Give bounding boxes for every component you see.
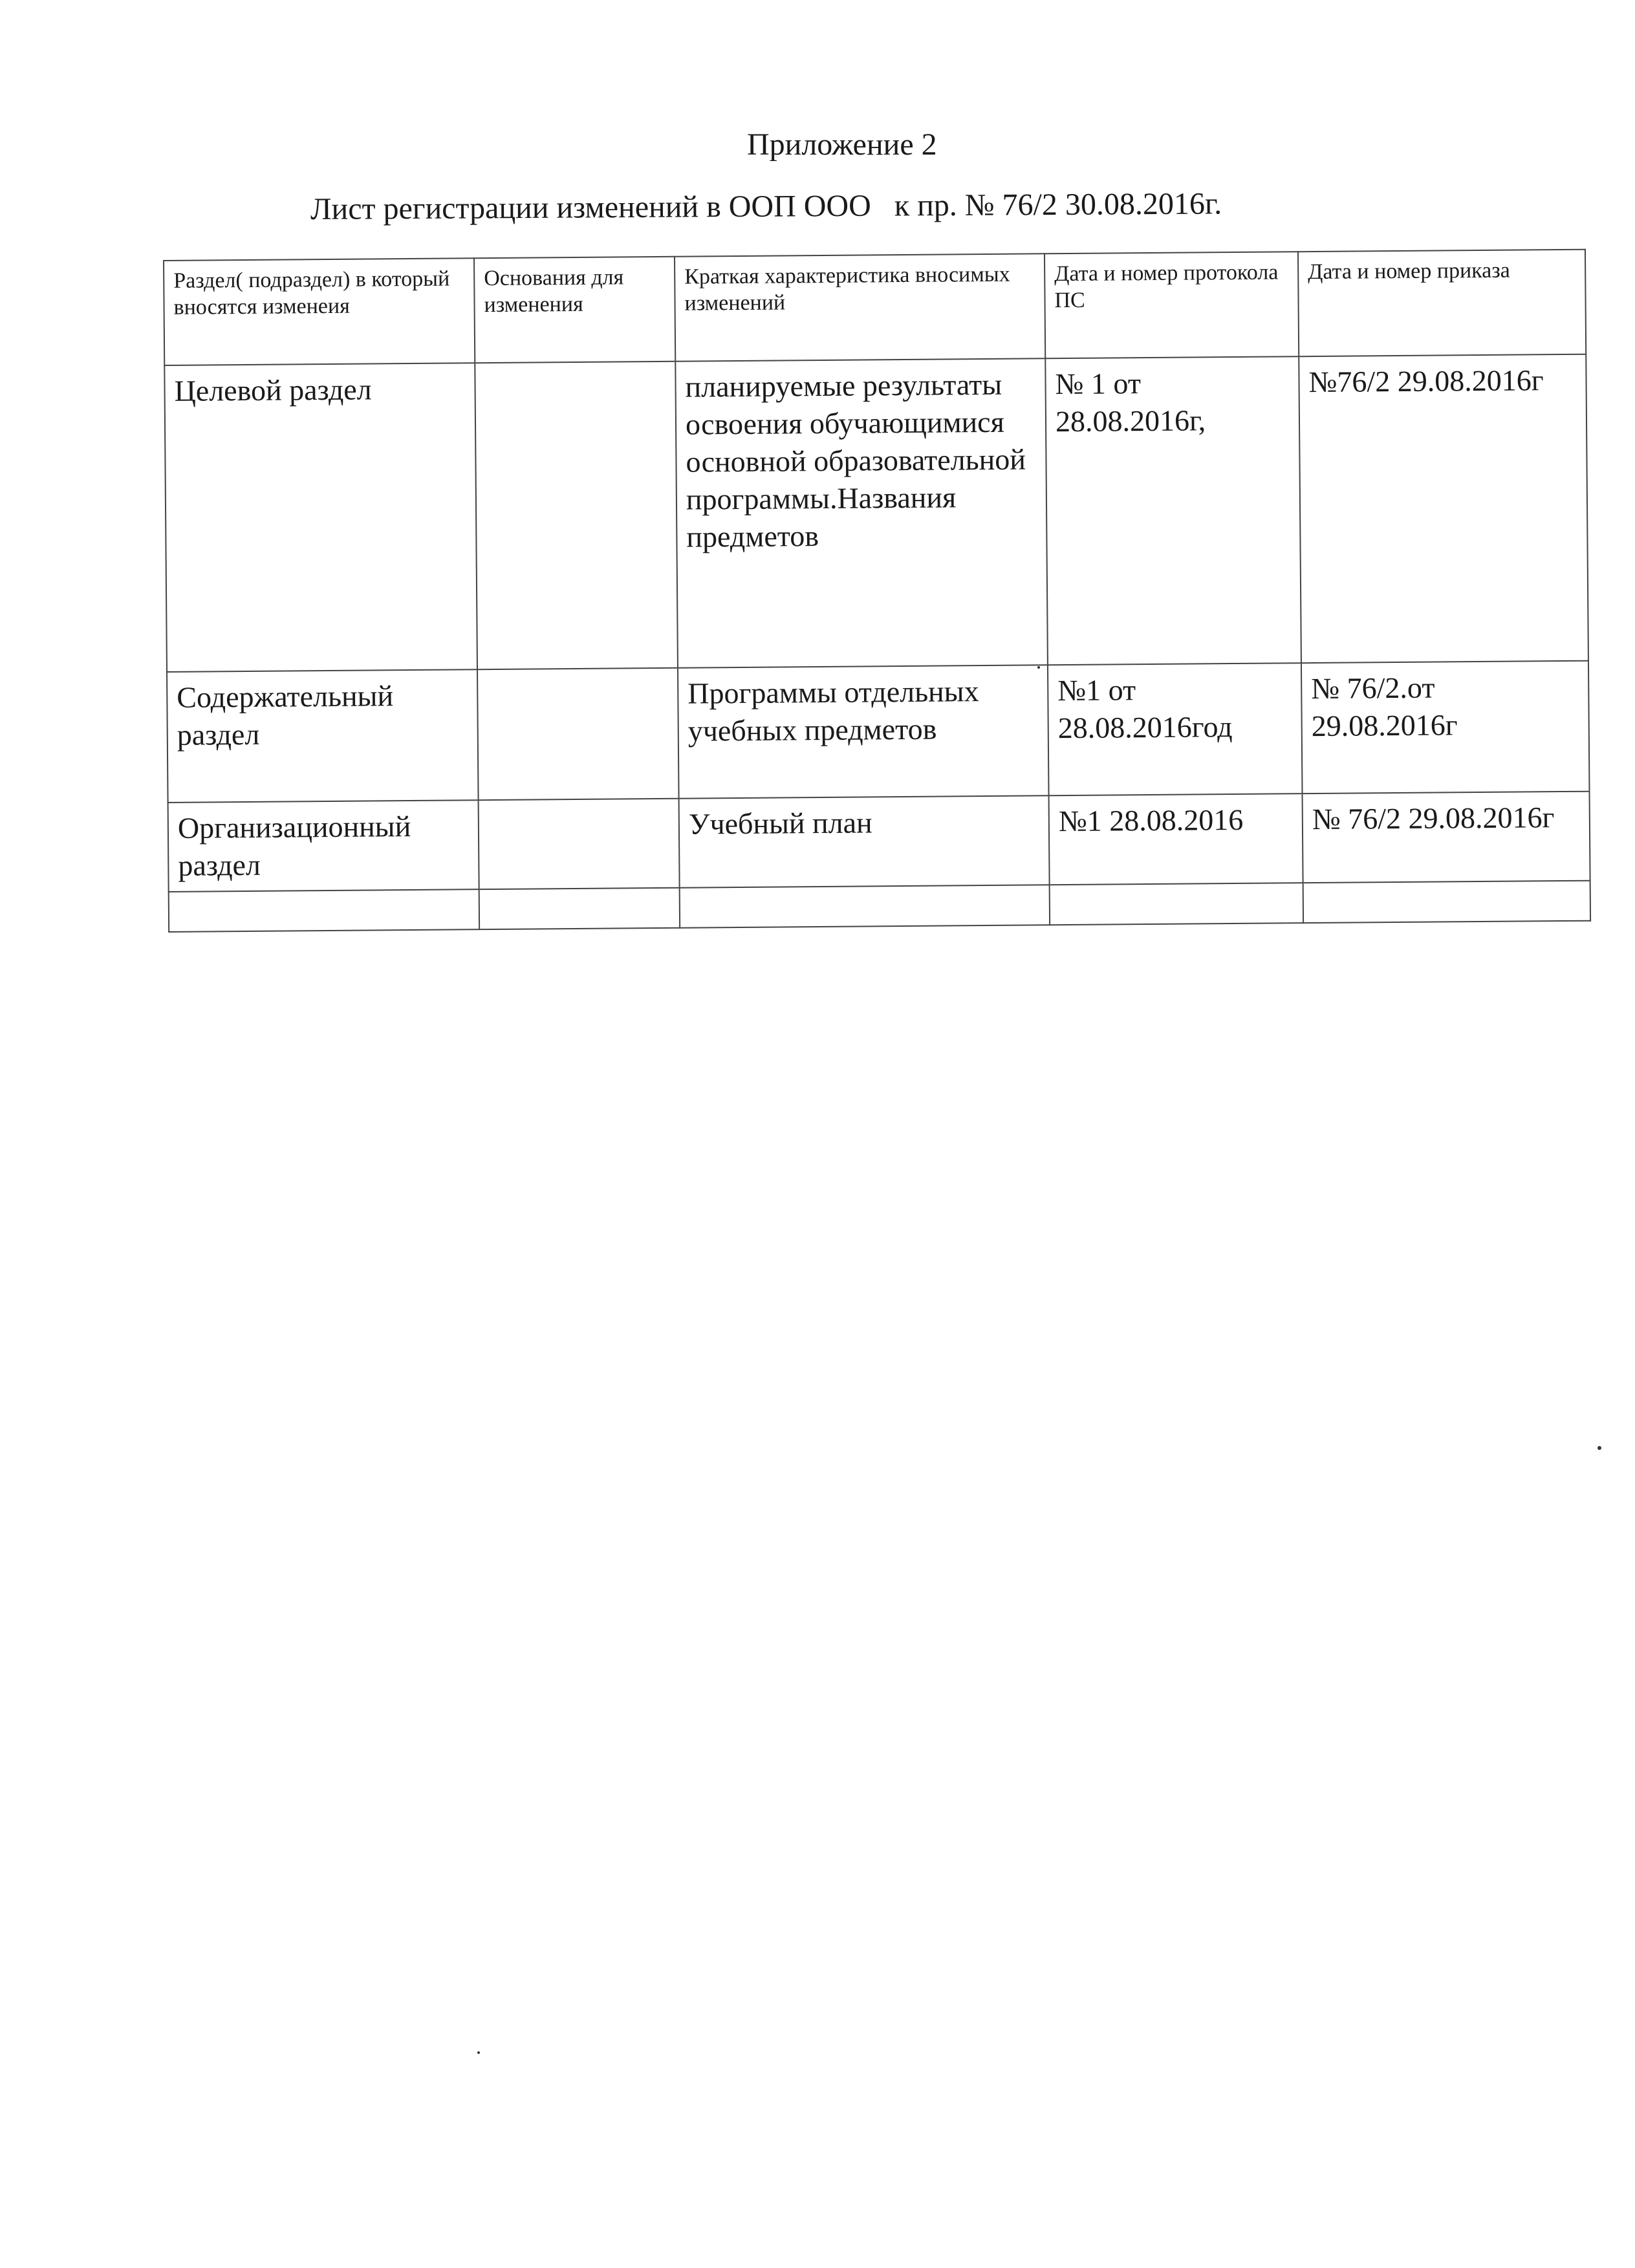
scan-speck [1597,1446,1601,1450]
cell-order: №76/2 29.08.2016г [1299,354,1588,663]
header-protocol: Дата и номер протокола ПС [1045,252,1299,358]
cell-description: Учебный план [679,795,1050,887]
cell-section [169,889,479,932]
cell-order: № 76/2 29.08.2016г [1303,792,1590,883]
header-basis: Основания для изменения [474,257,675,363]
table-header-row [164,250,1586,365]
cell-section: Организационный раздел [168,800,479,892]
cell-order: № 76/2.от 29.08.2016г [1301,661,1590,794]
title-text: Лист регистрации изменений в ООП ООО [310,188,871,226]
changes-register-table [163,249,1591,933]
header-description: Краткая характеристика вносимых изменений [675,254,1045,361]
table-row [168,792,1590,892]
cell-order [1303,881,1590,923]
header-section: Раздел( подраздел) в который вносятся изменеия [164,258,475,365]
cell-basis [477,668,679,800]
cell-basis [479,888,680,929]
cell-basis [475,362,678,669]
header-order: Дата и номер приказа [1298,250,1586,356]
appendix-label: Приложение 2 [747,127,937,162]
table-row [164,354,1588,672]
cell-description: Программы отдельных учебных предметов [678,665,1049,798]
table-row [167,661,1590,803]
document-title [310,186,1222,227]
cell-protocol [1050,883,1303,925]
cell-section: Целевой раздел [164,363,477,672]
scan-speck [1037,666,1040,669]
cell-protocol: № 1 от 28.08.2016г, [1045,356,1301,665]
cell-description [680,885,1050,927]
cell-basis [479,799,680,889]
cell-protocol: №1 от 28.08.2016год [1048,663,1303,795]
cell-section: Содержательный раздел [167,669,479,803]
scan-speck [477,2051,480,2054]
cell-protocol: №1 28.08.2016 [1049,794,1303,885]
cell-description: планируемые результаты освоения обучающимися основной образовательной программы.Названия предметов [675,358,1048,667]
order-reference: к пр. № 76/2 30.08.2016г. [894,186,1222,223]
